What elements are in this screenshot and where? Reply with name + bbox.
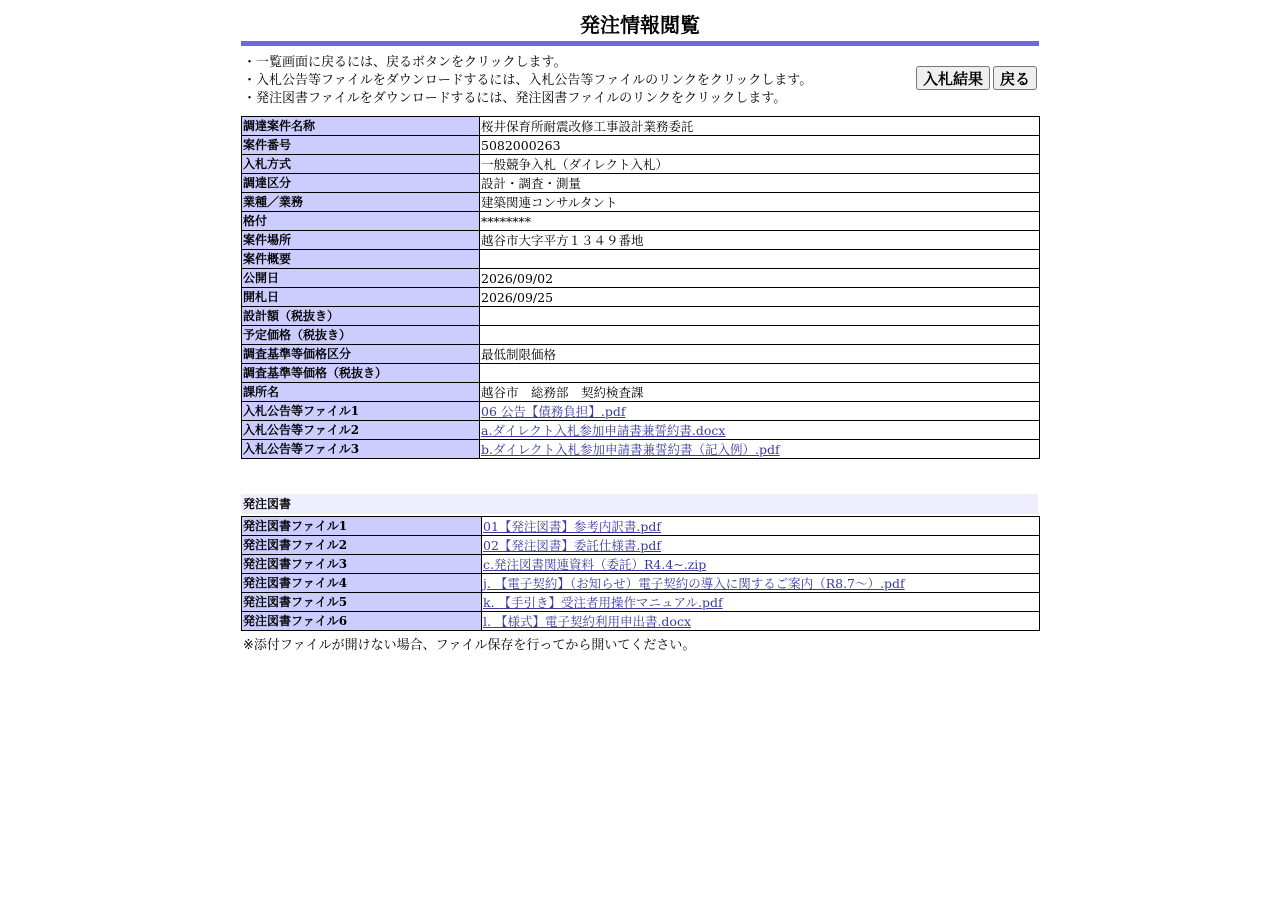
- row-label: 予定価格（税抜き）: [242, 326, 480, 345]
- row-label: 入札方式: [242, 155, 480, 174]
- row-label: 発注図書ファイル6: [242, 612, 482, 631]
- table-row: [242, 593, 1040, 612]
- bid-result-button[interactable]: 入札結果: [916, 66, 990, 90]
- table-row: [242, 231, 1040, 250]
- row-value: 設計・調査・測量: [480, 174, 1040, 193]
- instruction-line: ・発注図書ファイルをダウンロードするには、発注図書ファイルのリンクをクリックします。: [243, 91, 787, 106]
- row-label: 調査基準等価格（税抜き）: [242, 364, 480, 383]
- row-value: [480, 326, 1040, 345]
- row-value: ********: [480, 212, 1040, 231]
- table-row: [242, 440, 1040, 459]
- row-value: 最低制限価格: [480, 345, 1040, 364]
- row-value: [480, 250, 1040, 269]
- table-row: [242, 421, 1040, 440]
- table-row: [242, 383, 1040, 402]
- row-label: 案件概要: [242, 250, 480, 269]
- row-label: 格付: [242, 212, 480, 231]
- table-row: [242, 555, 1040, 574]
- table-row: [242, 402, 1040, 421]
- row-value: [482, 574, 1040, 593]
- project-info-table: [241, 116, 1040, 459]
- order-doc-file-link[interactable]: j. 【電子契約】（お知らせ）電子契約の導入に関するご案内（R8.7～）.pdf: [483, 575, 905, 591]
- row-label: 公開日: [242, 269, 480, 288]
- order-doc-file-link[interactable]: 01【発注図書】参考内訳書.pdf: [483, 518, 662, 534]
- table-row: [242, 174, 1040, 193]
- table-row: [242, 307, 1040, 326]
- instructions: [243, 54, 812, 108]
- row-label: 発注図書ファイル1: [242, 517, 482, 536]
- instructions-area: [241, 46, 1039, 116]
- row-value: 桜井保育所耐震改修工事設計業務委託: [480, 117, 1040, 136]
- table-row: [242, 517, 1040, 536]
- row-label: 調達区分: [242, 174, 480, 193]
- row-value: [480, 440, 1040, 459]
- bid-notice-file-link[interactable]: a.ダイレクト入札参加申請書兼誓約書.docx: [481, 422, 726, 438]
- table-row: [242, 364, 1040, 383]
- bid-notice-file-link[interactable]: 06 公告【債務負担】.pdf: [481, 403, 626, 419]
- row-value: 越谷市 総務部 契約検査課: [480, 383, 1040, 402]
- order-doc-file-link[interactable]: l. 【様式】電子契約利用申出書.docx: [483, 613, 691, 629]
- row-label: 発注図書ファイル4: [242, 574, 482, 593]
- row-value: 建築関連コンサルタント: [480, 193, 1040, 212]
- order-doc-file-link[interactable]: c.発注図書関連資料（委託）R4.4~.zip: [483, 556, 707, 572]
- button-group: [916, 66, 1037, 90]
- table-row: [242, 250, 1040, 269]
- table-row: [242, 574, 1040, 593]
- row-label: 案件場所: [242, 231, 480, 250]
- table-row: [242, 193, 1040, 212]
- table-row: [242, 345, 1040, 364]
- bid-notice-file-link[interactable]: b.ダイレクト入札参加申請書兼誓約書（記入例）.pdf: [481, 441, 780, 457]
- order-doc-file-link[interactable]: 02【発注図書】委託仕様書.pdf: [483, 537, 662, 553]
- back-button[interactable]: 戻る: [993, 66, 1037, 90]
- row-value: [482, 536, 1040, 555]
- row-label: 調達案件名称: [242, 117, 480, 136]
- table-row: [242, 212, 1040, 231]
- table-row: [242, 288, 1040, 307]
- row-label: 入札公告等ファイル3: [242, 440, 480, 459]
- row-value: [482, 517, 1040, 536]
- table-row: [242, 155, 1040, 174]
- instruction-line: ・一覧画面に戻るには、戻るボタンをクリックします。: [243, 55, 567, 70]
- row-label: 入札公告等ファイル1: [242, 402, 480, 421]
- docs-table: [241, 516, 1040, 631]
- table-row: [242, 612, 1040, 631]
- row-value: [482, 555, 1040, 574]
- row-label: 調査基準等価格区分: [242, 345, 480, 364]
- row-label: 発注図書ファイル3: [242, 555, 482, 574]
- row-label: 課所名: [242, 383, 480, 402]
- row-label: 発注図書ファイル2: [242, 536, 482, 555]
- docs-section-heading: 発注図書: [241, 494, 1038, 514]
- row-value: [482, 612, 1040, 631]
- table-row: [242, 117, 1040, 136]
- row-value: [480, 364, 1040, 383]
- table-row: [242, 136, 1040, 155]
- row-label: 開札日: [242, 288, 480, 307]
- table-row: [242, 536, 1040, 555]
- row-label: 案件番号: [242, 136, 480, 155]
- order-doc-file-link[interactable]: k. 【手引き】受注者用操作マニュアル.pdf: [483, 594, 723, 610]
- instruction-line: ・入札公告等ファイルをダウンロードするには、入札公告等ファイルのリンクをクリックします。: [243, 73, 813, 88]
- row-value: 越谷市大字平方１３４９番地: [480, 231, 1040, 250]
- row-value: [480, 421, 1040, 440]
- table-row: [242, 269, 1040, 288]
- row-label: 入札公告等ファイル2: [242, 421, 480, 440]
- row-value: [480, 307, 1040, 326]
- row-value: [480, 402, 1040, 421]
- page-title: 発注情報閲覧: [580, 13, 700, 37]
- row-value: 2026/09/25: [480, 288, 1040, 307]
- row-value: [482, 593, 1040, 612]
- attachment-note: ※添付ファイルが開けない場合、ファイル保存を行ってから開いてください。: [243, 638, 696, 653]
- row-value: 5082000263: [480, 136, 1040, 155]
- row-label: 設計額（税抜き）: [242, 307, 480, 326]
- row-value: 一般競争入札（ダイレクト入札）: [480, 155, 1040, 174]
- table-row: [242, 326, 1040, 345]
- row-label: 発注図書ファイル5: [242, 593, 482, 612]
- row-label: 業種／業務: [242, 193, 480, 212]
- row-value: 2026/09/02: [480, 269, 1040, 288]
- main-container: [241, 0, 1039, 653]
